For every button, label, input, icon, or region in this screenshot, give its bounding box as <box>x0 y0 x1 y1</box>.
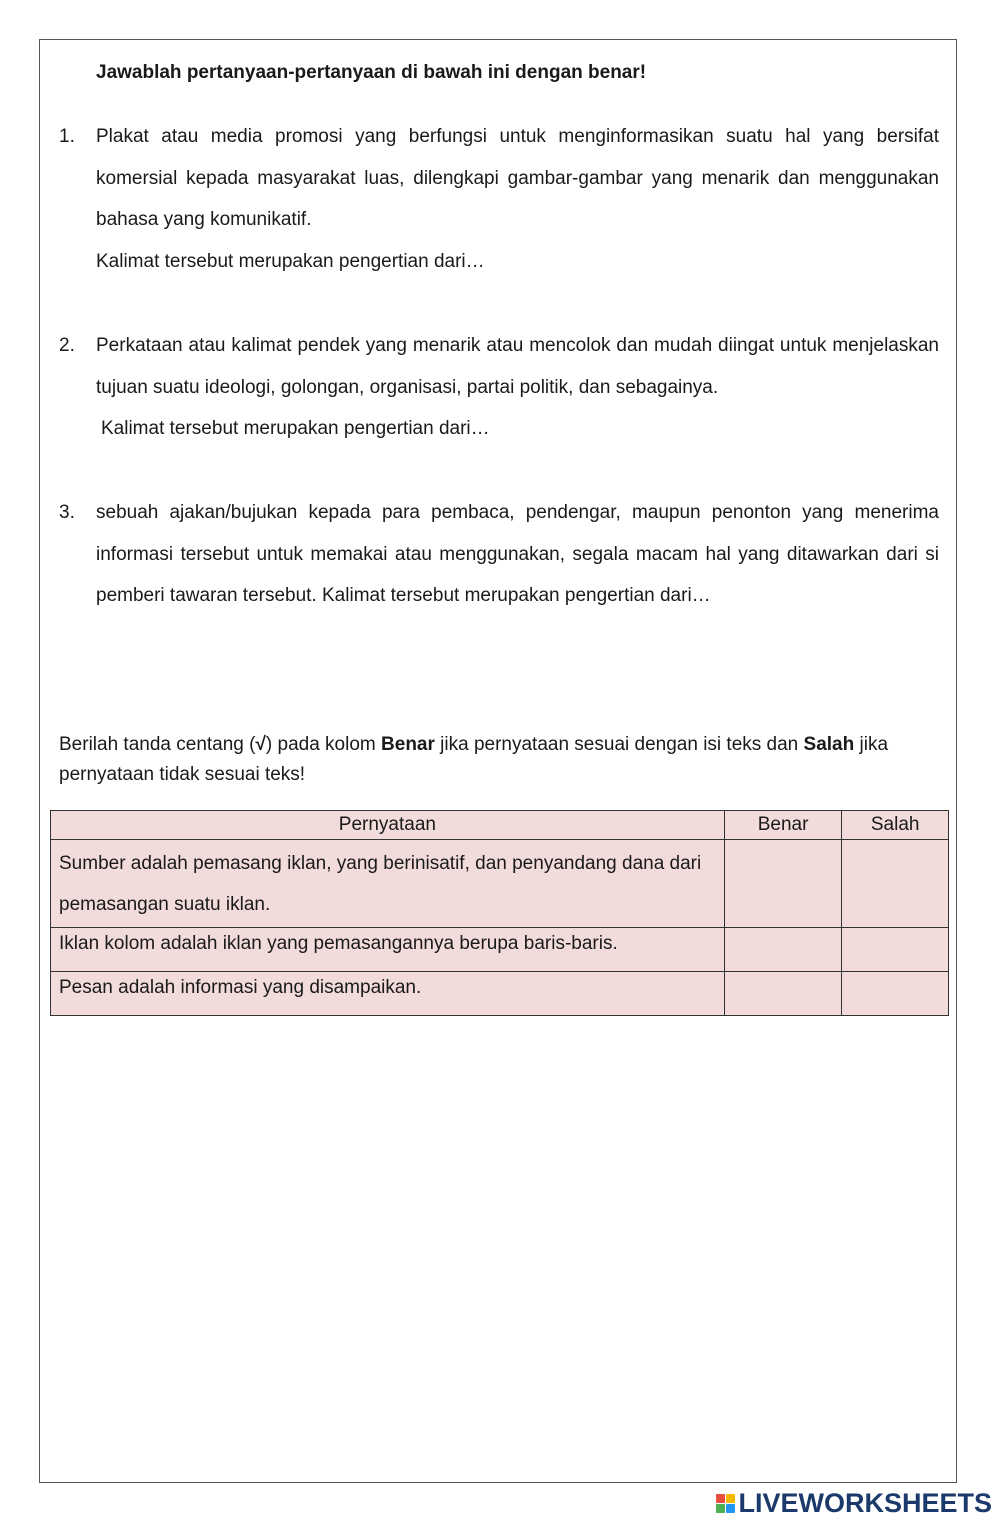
liveworksheets-logo <box>716 1488 992 1518</box>
table-header-row <box>51 811 949 840</box>
salah-keyword: Salah <box>803 734 855 755</box>
table-row <box>51 928 949 972</box>
salah-answer-cell[interactable] <box>842 928 949 972</box>
mark-square <box>726 1504 735 1513</box>
instruction-title: Jawablah pertanyaan-pertanyaan di bawah ini dengan benar! <box>96 62 647 83</box>
header-pernyataan: Pernyataan <box>51 811 725 840</box>
header-benar: Benar <box>724 811 842 840</box>
question-number: 3. <box>59 502 75 523</box>
liveworksheets-mark-icon <box>716 1494 735 1513</box>
table-instruction: Berilah tanda centang (√) pada kolom Benar jika pernyataan sesuai dengan isi teks dan Salah jika pernyataan tidak sesuai teks! <box>59 734 889 785</box>
benar-answer-cell[interactable] <box>724 928 842 972</box>
question-prompt: Kalimat tersebut merupakan pengertian dari… <box>101 418 490 439</box>
benar-answer-cell[interactable] <box>724 840 842 928</box>
statement-cell: Sumber adalah pemasang iklan, yang berinisatif, dan penyandang dana dari pemasangan suatu iklan. <box>51 840 725 928</box>
question-number: 1. <box>59 126 75 147</box>
question-text: sebuah ajakan/bujukan kepada para pembaca, pendengar, maupun penonton yang menerima informasi tersebut untuk memakai atau menggunakan, segala macam hal yang ditawarkan dari si pemberi tawaran tersebut. Kalimat tersebut merupakan pengertian dari… <box>96 502 939 606</box>
statement-cell: Iklan kolom adalah iklan yang pemasangannya berupa baris-baris. <box>51 928 725 972</box>
check-symbol: √ <box>255 734 266 755</box>
table-row <box>51 972 949 1016</box>
mark-square <box>716 1494 725 1503</box>
question-3 <box>59 492 939 617</box>
question-prompt: Kalimat tersebut merupakan pengertian dari… <box>96 250 485 272</box>
header-salah: Salah <box>842 811 949 840</box>
question-text: Perkataan atau kalimat pendek yang menarik atau mencolok dan mudah diingat untuk menjelaskan tujuan suatu ideologi, golongan, organisasi, partai politik, dan sebagainya. <box>96 335 939 398</box>
question-number: 2. <box>59 335 75 356</box>
benar-keyword: Benar <box>381 734 435 755</box>
mark-square <box>726 1494 735 1503</box>
question-1 <box>59 116 939 282</box>
statement-cell: Pesan adalah informasi yang disampaikan. <box>51 972 725 1016</box>
statement-table <box>50 810 949 1016</box>
salah-answer-cell[interactable] <box>842 972 949 1016</box>
table-row <box>51 840 949 928</box>
mark-square <box>716 1504 725 1513</box>
brand-name: LIVEWORKSHEETS <box>738 1487 992 1518</box>
benar-answer-cell[interactable] <box>724 972 842 1016</box>
salah-answer-cell[interactable] <box>842 840 949 928</box>
question-text: Plakat atau media promosi yang berfungsi untuk menginformasikan suatu hal yang bersifat komersial kepada masyarakat luas, dilengkapi gambar-gambar yang menarik dan menggunakan bahasa yang komunikatif. <box>96 126 939 230</box>
question-2 <box>59 325 939 450</box>
